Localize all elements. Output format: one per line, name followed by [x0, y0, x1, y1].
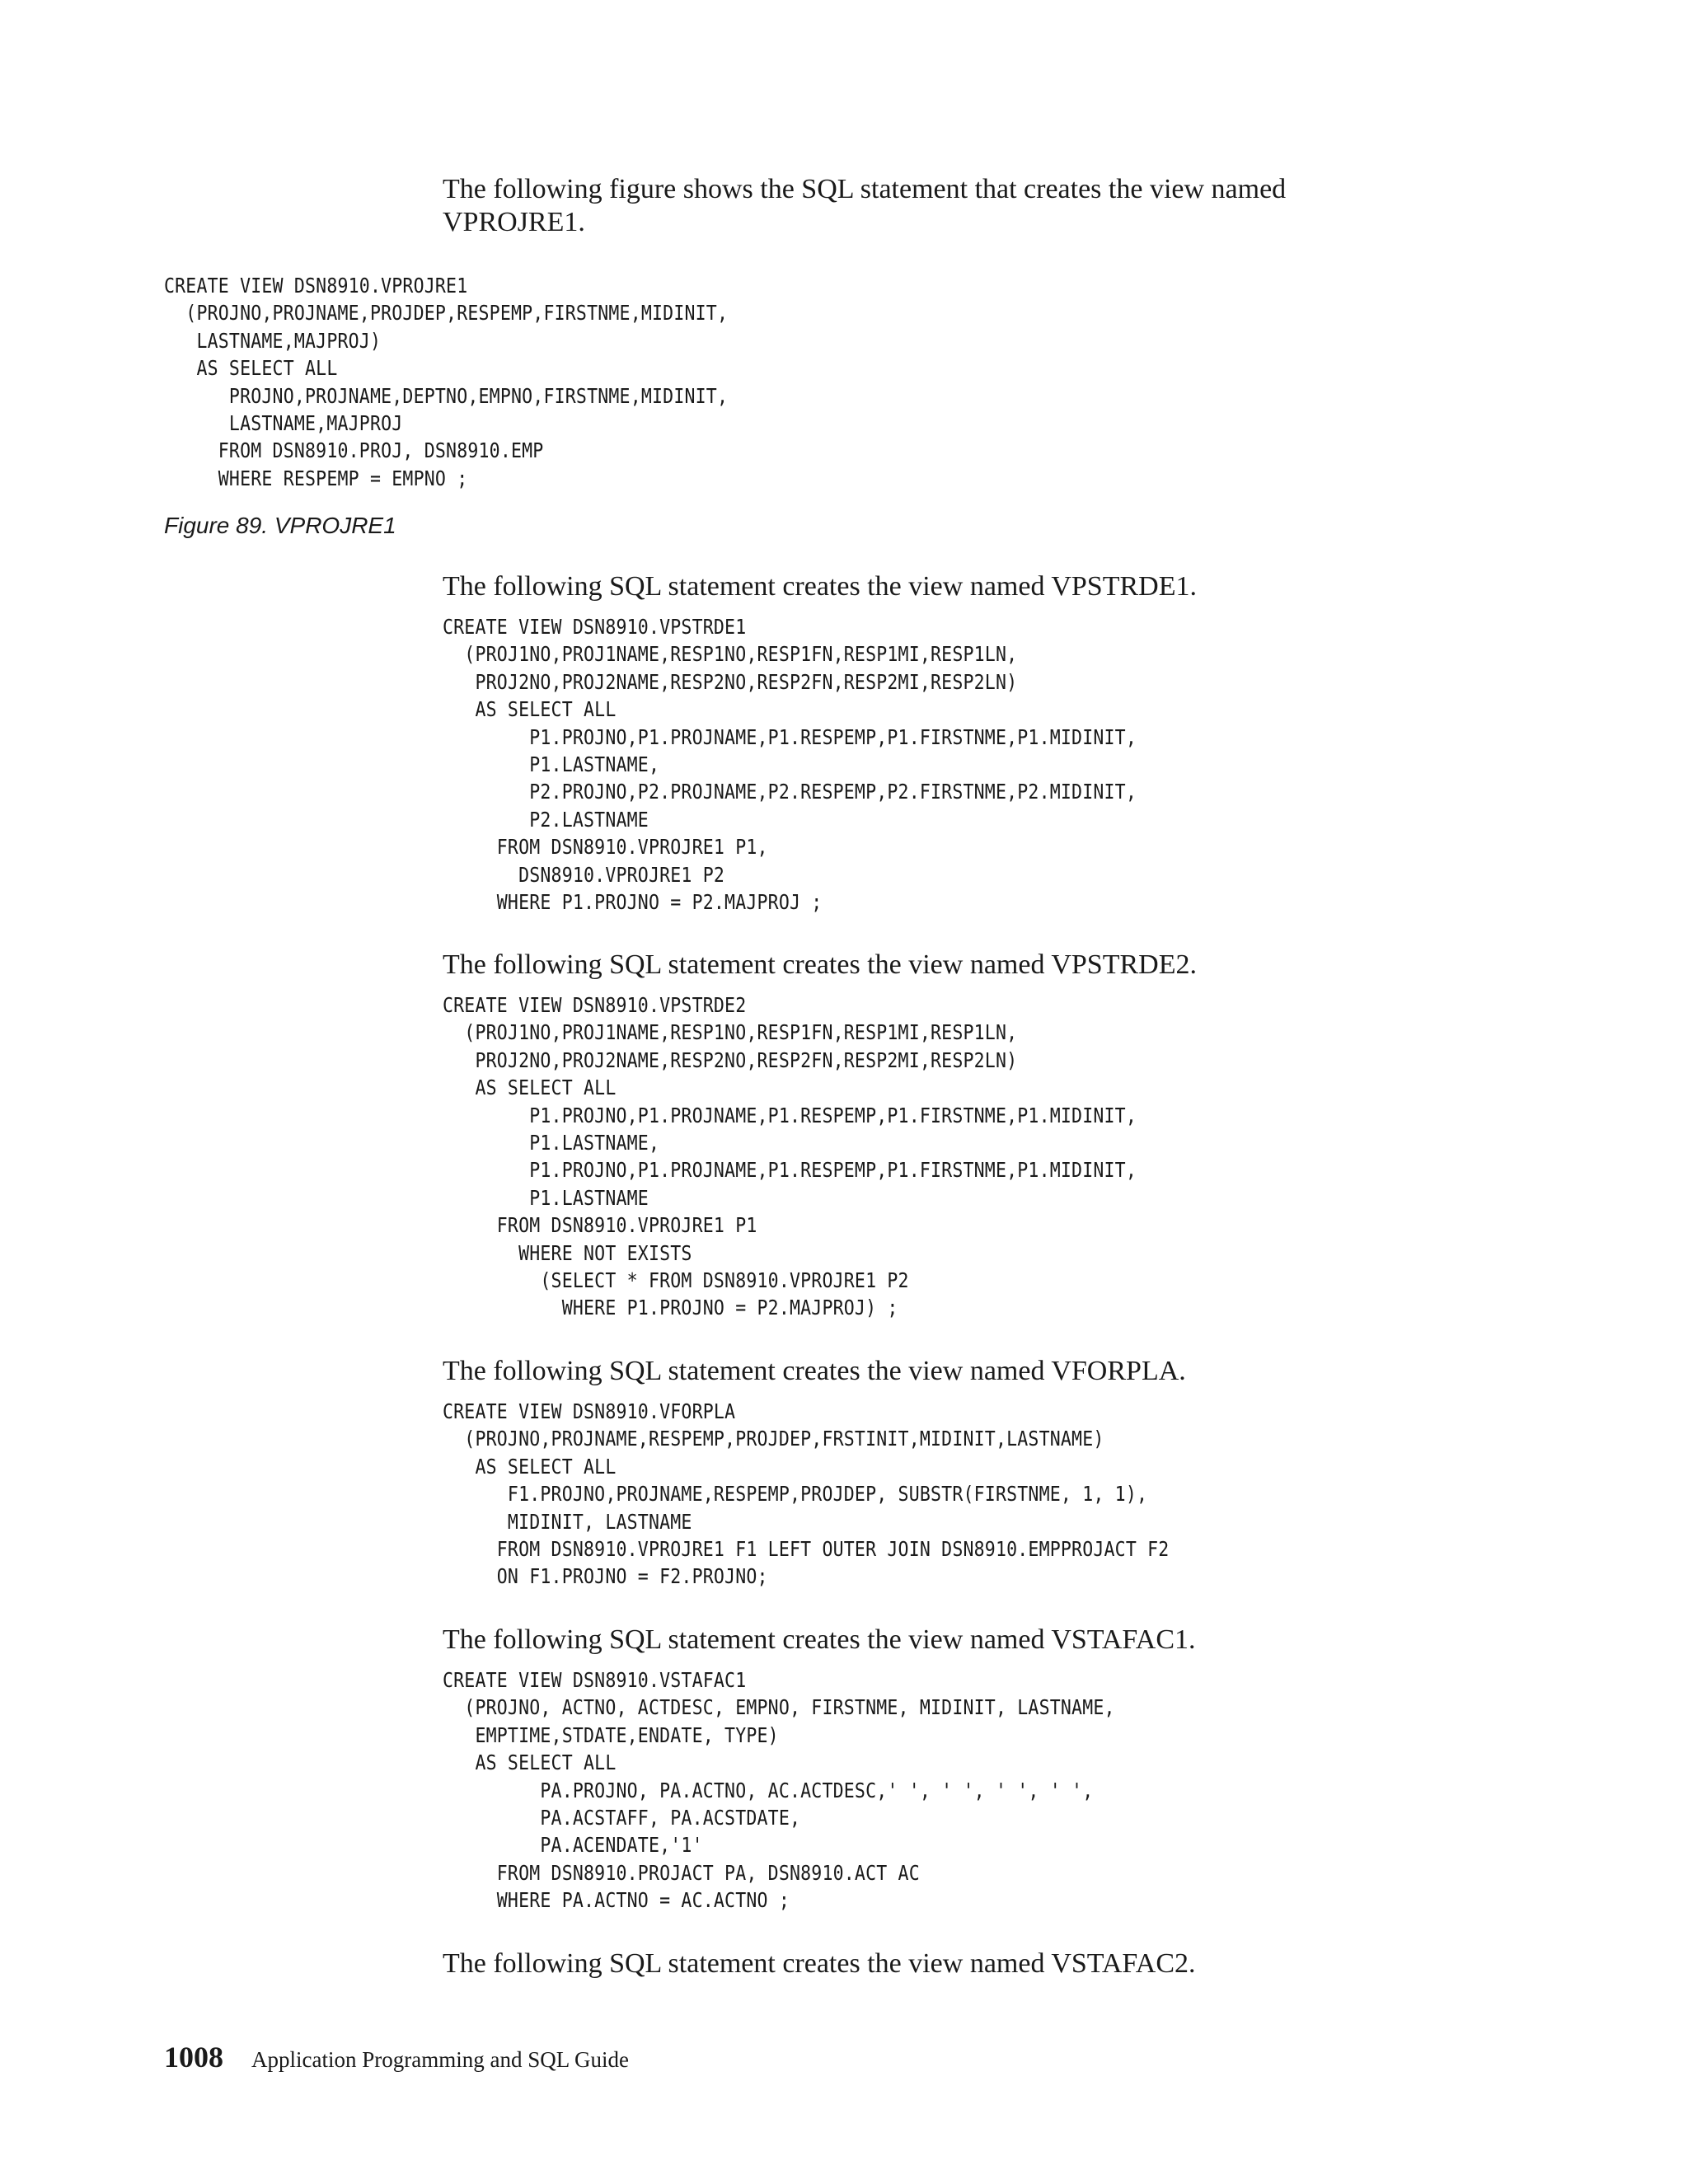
figure-caption: Figure 89. VPROJRE1: [164, 513, 396, 538]
paragraph-vstafac2: The following SQL statement creates the view named VSTAFAC2.: [443, 1948, 1196, 1979]
page-number: 1008: [164, 2041, 223, 2074]
code-block-vprojre1: CREATE VIEW DSN8910.VPROJRE1 (PROJNO,PROJNAME,PROJDEP,RESPEMP,FIRSTNME,MIDINIT, LASTNAME,MAJPROJ) AS SELECT ALL PROJNO,PROJNAME,DEPTNO,EMPNO,FIRSTNME,MIDINIT, LASTNAME,MAJPROJ FROM DSN8910.PROJ, DSN8910.EMP WHERE RESPEMP = EMPNO ;: [164, 274, 729, 490]
code-block-vpstrde1: CREATE VIEW DSN8910.VPSTRDE1 (PROJ1NO,PROJ1NAME,RESP1NO,RESP1FN,RESP1MI,RESP1LN, PROJ2NO,PROJ2NAME,RESP2NO,RESP2FN,RESP2MI,RESP2LN) AS SELECT ALL P1.PROJNO,P1.PROJNAME,P1.RESPEMP,P1.FIRSTNME,P1.MIDINIT, P1.LASTNAME, P2.PROJNO,P2.PROJNAME,P2.RESPEMP,P2.FIRSTNME,P2.MIDINIT, P2.LASTNAME FROM DSN8910.VPROJRE1 P1, DSN8910.VPROJRE1 P2 WHERE P1.PROJNO = P2.MAJPROJ ;: [443, 615, 1137, 915]
page-footer: [164, 2040, 629, 2074]
paragraph-vforpla: The following SQL statement creates the view named VFORPLA.: [443, 1356, 1186, 1386]
code-block-vstafac1: CREATE VIEW DSN8910.VSTAFAC1 (PROJNO, ACTNO, ACTDESC, EMPNO, FIRSTNME, MIDINIT, LASTNAME, EMPTIME,STDATE,ENDATE, TYPE) AS SELECT ALL PA.PROJNO, PA.ACTNO, AC.ACTDESC,' ', ' ', ' ', ' ', PA.ACSTAFF, PA.ACSTDATE, PA.ACENDATE,'1' FROM DSN8910.PROJACT PA, DSN8910.ACT AC WHERE PA.ACTNO = AC.ACTNO ;: [443, 1668, 1115, 1913]
paragraph-vpstrde1: The following SQL statement creates the view named VPSTRDE1.: [443, 571, 1197, 602]
paragraph-vstafac1: The following SQL statement creates the view named VSTAFAC1.: [443, 1624, 1196, 1655]
paragraph-vpstrde2: The following SQL statement creates the view named VPSTRDE2.: [443, 949, 1197, 980]
book-title: Application Programming and SQL Guide: [251, 2047, 629, 2072]
code-block-vpstrde2: CREATE VIEW DSN8910.VPSTRDE2 (PROJ1NO,PROJ1NAME,RESP1NO,RESP1FN,RESP1MI,RESP1LN, PROJ2NO,PROJ2NAME,RESP2NO,RESP2FN,RESP2MI,RESP2LN) AS SELECT ALL P1.PROJNO,P1.PROJNAME,P1.RESPEMP,P1.FIRSTNME,P1.MIDINIT, P1.LASTNAME, P1.PROJNO,P1.PROJNAME,P1.RESPEMP,P1.FIRSTNME,P1.MIDINIT, P1.LASTNAME FROM DSN8910.VPROJRE1 P1 WHERE NOT EXISTS (SELECT * FROM DSN8910.VPROJRE1 P2 WHERE P1.PROJNO = P2.MAJPROJ) ;: [443, 993, 1137, 1320]
intro-line-2: VPROJRE1.: [443, 207, 585, 237]
code-block-vforpla: CREATE VIEW DSN8910.VFORPLA (PROJNO,PROJNAME,RESPEMP,PROJDEP,FRSTINIT,MIDINIT,LASTNAME) AS SELECT ALL F1.PROJNO,PROJNAME,RESPEMP,PROJDEP, SUBSTR(FIRSTNME, 1, 1), MIDINIT, LASTNAME FROM DSN8910.VPROJRE1 F1 LEFT OUTER JOIN DSN8910.EMPPROJACT F2 ON F1.PROJNO = F2.PROJNO;: [443, 1399, 1170, 1589]
intro-line-1: The following figure shows the SQL statement that creates the view named: [443, 174, 1287, 204]
